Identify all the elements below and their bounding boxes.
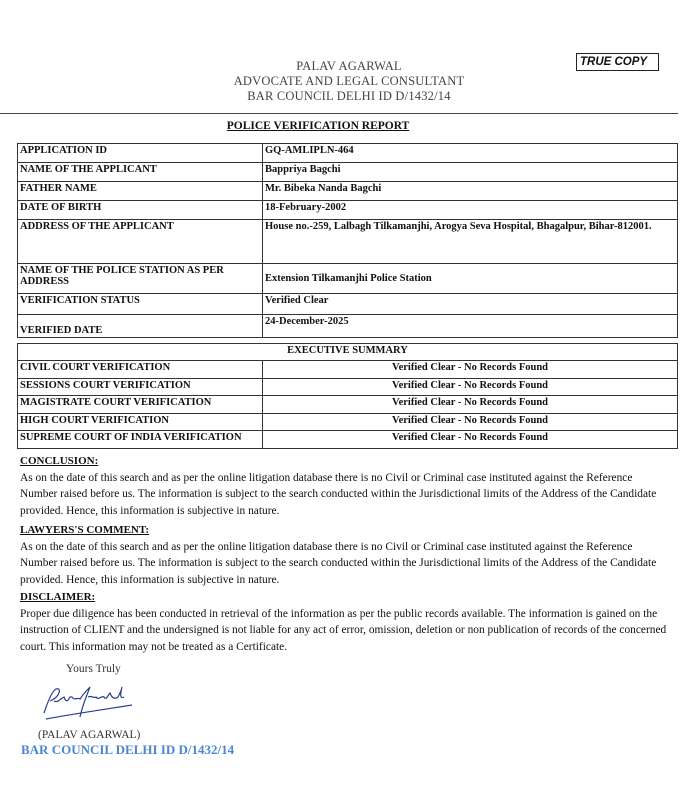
row-value: 24-December-2025: [263, 315, 678, 338]
row-label: NAME OF THE POLICE STATION AS PER ADDRESS: [18, 264, 263, 294]
row-label: SESSIONS COURT VERIFICATION: [18, 378, 263, 396]
table-row: [18, 378, 678, 396]
row-value: House no.-259, Lalbagh Tilkamanjhi, Arogya Seva Hospital, Bhagalpur, Bihar-812001.: [263, 220, 678, 264]
lawyers-comment-text: As on the date of this search and as per the online litigation database there is no Civil or Criminal case instituted against the Reference Number raised before us. The information is subject to the search conducted within the Jurisdictional limits of the Address of the Candidate provided. Hence, this information is subjective in nature.: [20, 540, 657, 586]
table-row: [18, 144, 678, 163]
row-label: NAME OF THE APPLICANT: [18, 163, 263, 182]
row-label: APPLICATION ID: [18, 144, 263, 163]
table-row: [18, 413, 678, 431]
row-value: Mr. Bibeka Nanda Bagchi: [263, 182, 678, 201]
row-label: HIGH COURT VERIFICATION: [18, 413, 263, 431]
closing-text: Yours Truly: [66, 663, 121, 675]
row-label: SUPREME COURT OF INDIA VERIFICATION: [18, 431, 263, 449]
table-row: [18, 315, 678, 338]
row-value: Verified Clear - No Records Found: [263, 361, 678, 379]
row-label: ADDRESS OF THE APPLICANT: [18, 220, 263, 264]
row-label: FATHER NAME: [18, 182, 263, 201]
row-value: Verified Clear - No Records Found: [263, 378, 678, 396]
advocate-name: PALAV AGARWAL: [296, 59, 402, 73]
advocate-bar-id: BAR COUNCIL DELHI ID D/1432/14: [247, 89, 451, 103]
executive-summary-heading: EXECUTIVE SUMMARY: [18, 344, 678, 361]
table-row: [18, 220, 678, 264]
conclusion-section: [20, 453, 670, 519]
signature-image: [38, 683, 138, 725]
header-divider: [0, 113, 678, 114]
table-row: [18, 361, 678, 379]
table-row: [18, 294, 678, 315]
advocate-title: ADVOCATE AND LEGAL CONSULTANT: [233, 74, 465, 88]
row-value: Extension Tilkamanjhi Police Station: [263, 264, 678, 294]
row-value: Verified Clear - No Records Found: [263, 431, 678, 449]
lawyers-comment-section: [20, 522, 670, 588]
row-value: GQ-AMLIPLN-464: [263, 144, 678, 163]
table-row: [18, 431, 678, 449]
table-row: [18, 396, 678, 414]
disclaimer-text: Proper due diligence has been conducted in retrieval of the information as per the public records available. The information is gained on the instruction of CLIENT and the undersigned is not liable for any act of error, omission, deletion or non publication of records of the concerned court. This information may not be treated as a Certificate.: [20, 607, 667, 653]
conclusion-heading: CONCLUSION:: [20, 455, 99, 467]
row-label: DATE OF BIRTH: [18, 201, 263, 220]
true-copy-stamp: TRUE COPY: [576, 53, 659, 71]
lawyers-comment-heading: LAWYERS'S COMMENT:: [20, 524, 150, 536]
signatory-bar-id: BAR COUNCIL DELHI ID D/1432/14: [21, 742, 235, 757]
report-title: POLICE VERIFICATION REPORT: [226, 120, 410, 132]
disclaimer-section: [20, 589, 670, 655]
table-header-row: [18, 344, 678, 361]
row-value: Verified Clear - No Records Found: [263, 413, 678, 431]
row-label: MAGISTRATE COURT VERIFICATION: [18, 396, 263, 414]
row-value: 18-February-2002: [263, 201, 678, 220]
row-label: VERIFIED DATE: [18, 315, 263, 338]
applicant-info-table: [17, 143, 678, 338]
row-value: Verified Clear: [263, 294, 678, 315]
row-value: Verified Clear - No Records Found: [263, 396, 678, 414]
disclaimer-heading: DISCLAIMER:: [20, 591, 96, 603]
table-row: [18, 163, 678, 182]
executive-summary-table: [17, 343, 678, 449]
row-label: VERIFICATION STATUS: [18, 294, 263, 315]
conclusion-text: As on the date of this search and as per the online litigation database there is no Civil or Criminal case instituted against the Reference Number raised before us. The information is subject to the search conducted within the Jurisdictional limits of the Address of the Candidate provided. Hence, this information is subjective in nature.: [20, 471, 657, 517]
row-value: Bappriya Bagchi: [263, 163, 678, 182]
table-row: [18, 264, 678, 294]
table-row: [18, 182, 678, 201]
signatory-name: (PALAV AGARWAL): [38, 729, 141, 741]
row-label: CIVIL COURT VERIFICATION: [18, 361, 263, 379]
table-row: [18, 201, 678, 220]
